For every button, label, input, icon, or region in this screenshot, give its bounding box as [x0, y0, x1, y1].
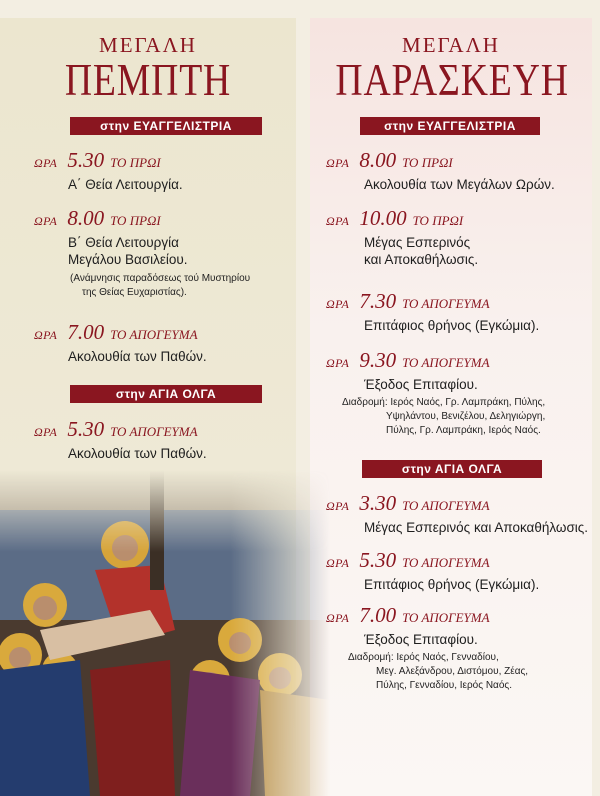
time-value: 5.30 — [67, 148, 105, 172]
service-time — [326, 548, 539, 573]
ora-label: ΩΡΑ — [34, 214, 58, 228]
friday-heading-small: ΜΕΓΑΛΗ — [402, 33, 500, 57]
ora-label: ΩΡΑ — [34, 328, 58, 342]
time-value: 7.00 — [67, 320, 105, 344]
time-period: ΤΟ ΠΡΩΙ — [110, 213, 161, 228]
ora-label: ΩΡΑ — [34, 425, 58, 439]
thursday-heading: ΠΕΜΠΤΗ — [64, 54, 232, 105]
time-value: 9.30 — [359, 348, 397, 372]
friday-service-4 — [326, 348, 545, 438]
service-description: Ακολουθία των Μεγάλων Ωρών. — [364, 177, 555, 192]
service-time — [326, 289, 539, 314]
ora-label: ΩΡΑ — [326, 156, 350, 170]
time-value: 3.30 — [359, 491, 397, 515]
friday-church-banner-2: στην ΑΓΙΑ ΟΛΓΑ — [362, 460, 542, 478]
time-period: ΤΟ ΑΠΟΓΕΥΜΑ — [402, 355, 490, 370]
ora-label: ΩΡΑ — [326, 356, 350, 370]
thursday-service-1 — [34, 148, 183, 193]
service-time — [34, 148, 183, 173]
ora-label: ΩΡΑ — [326, 297, 350, 311]
service-note: Πύλης, Γρ. Λαμπράκη, Ιερός Ναός. — [386, 425, 541, 436]
service-description: Επιτάφιος θρήνος (Εγκώμια). — [364, 318, 540, 333]
time-period: ΤΟ ΑΠΟΓΕΥΜΑ — [110, 424, 198, 439]
service-description: Ακολουθία των Παθών. — [68, 349, 207, 364]
ora-label: ΩΡΑ — [326, 611, 350, 625]
friday-service-5 — [326, 491, 588, 536]
thursday-service-3 — [34, 320, 207, 365]
time-period: ΤΟ ΑΠΟΓΕΥΜΑ — [402, 498, 490, 513]
service-description: Έξοδος Επιταφίου. — [364, 377, 478, 392]
service-description: Έξοδος Επιταφίου. — [364, 632, 478, 647]
ora-label: ΩΡΑ — [326, 556, 350, 570]
service-note: Υψηλάντου, Βενιζέλου, Δεληγιώργη, — [386, 411, 546, 422]
ora-label: ΩΡΑ — [326, 499, 350, 513]
friday-service-7 — [326, 603, 528, 693]
thursday-church-banner-1: στην ΕΥΑΓΓΕΛΙΣΤΡΙΑ — [70, 117, 262, 135]
service-note: (Ανάμνησις παραδόσεως τού Μυστηρίου — [70, 273, 251, 284]
service-description: Ακολουθία των Παθών. — [68, 446, 207, 461]
thursday-church-banner-2: στην ΑΓΙΑ ΟΛΓΑ — [70, 385, 262, 403]
friday-service-1 — [326, 148, 555, 193]
service-description: Μεγάλου Βασιλείου. — [68, 252, 188, 267]
thursday-service-2 — [34, 206, 250, 300]
friday-service-2 — [326, 206, 478, 268]
time-period: ΤΟ ΑΠΟΓΕΥΜΑ — [110, 327, 198, 342]
friday-heading: ΠΑΡΑΣΚΕΥΗ — [335, 54, 569, 105]
ora-label: ΩΡΑ — [34, 156, 58, 170]
service-time — [34, 206, 250, 231]
ora-label: ΩΡΑ — [326, 214, 350, 228]
time-value: 7.30 — [359, 289, 397, 313]
service-time — [34, 320, 207, 345]
time-period: ΤΟ ΑΠΟΓΕΥΜΑ — [402, 296, 490, 311]
service-description: Μέγας Εσπερινός και Αποκαθήλωσις. — [364, 520, 589, 535]
time-period: ΤΟ ΑΠΟΓΕΥΜΑ — [402, 555, 490, 570]
friday-service-6 — [326, 548, 539, 593]
service-note: Διαδρομή: Ιερός Ναός, Γενναδίου, — [348, 652, 499, 663]
time-value: 10.00 — [359, 206, 407, 230]
service-description: Β΄ Θεία Λειτουργία — [68, 235, 179, 250]
friday-service-3 — [326, 289, 539, 334]
time-period: ΤΟ ΑΠΟΓΕΥΜΑ — [402, 610, 490, 625]
service-time — [326, 148, 555, 173]
service-description: Επιτάφιος θρήνος (Εγκώμια). — [364, 577, 540, 592]
time-value: 7.00 — [359, 603, 397, 627]
time-value: 5.30 — [67, 417, 105, 441]
service-note: Διαδρομή: Ιερός Ναός, Γρ. Λαμπράκη, Πύλης, — [342, 397, 546, 408]
thursday-heading-small: ΜΕΓΑΛΗ — [99, 33, 197, 57]
time-period: ΤΟ ΠΡΩΙ — [110, 155, 161, 170]
time-period: ΤΟ ΠΡΩΙ — [412, 213, 464, 228]
service-note: Μεγ. Αλεξάνδρου, Διστόμου, Ζέας, — [376, 666, 529, 677]
service-note: Πύλης, Γενναδίου, Ιερός Ναός. — [376, 680, 512, 691]
service-description: Α΄ Θεία Λειτουργία. — [68, 177, 183, 192]
time-period: ΤΟ ΠΡΩΙ — [402, 155, 453, 170]
service-time — [34, 417, 207, 442]
service-time — [326, 491, 588, 516]
time-value: 5.30 — [359, 548, 397, 572]
service-description: Μέγας Εσπερινός — [364, 235, 471, 250]
time-value: 8.00 — [67, 206, 105, 230]
service-time — [326, 206, 478, 231]
service-note: της Θείας Ευχαριστίας). — [82, 287, 187, 298]
thursday-service-4 — [34, 417, 207, 462]
friday-church-banner-1: στην ΕΥΑΓΓΕΛΙΣΤΡΙΑ — [360, 117, 540, 135]
time-value: 8.00 — [359, 148, 397, 172]
service-time — [326, 603, 528, 628]
service-time — [326, 348, 545, 373]
service-description: και Αποκαθήλωσις. — [364, 252, 479, 267]
epitaphios-icon — [0, 470, 330, 796]
